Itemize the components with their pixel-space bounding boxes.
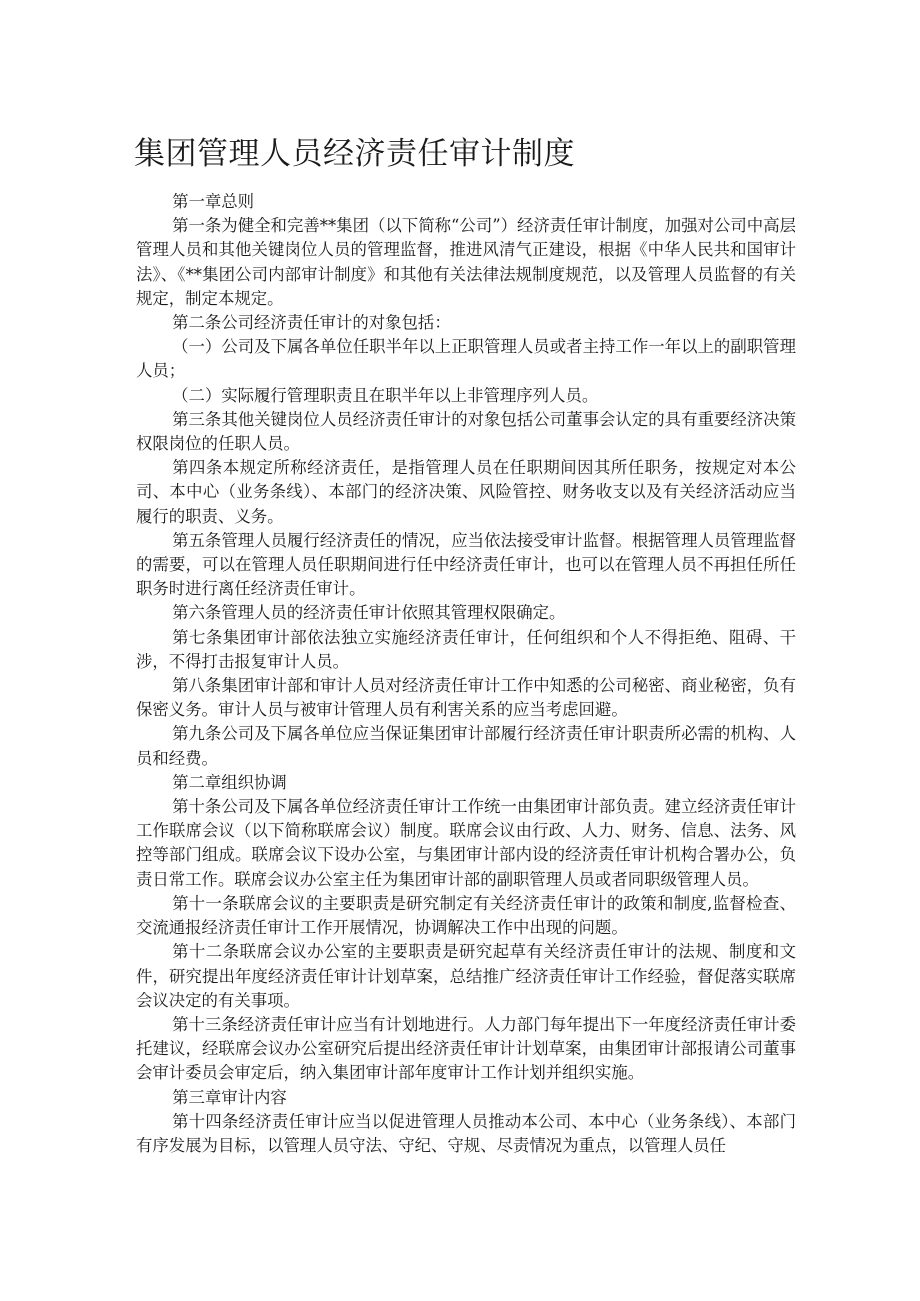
article-1: 第一条为健全和完善**集团（以下简称“公司”）经济责任审计制度，加强对公司中高层管理人员和其他关键岗位人员的管理监督，推进风清气正建设，根据《中华人民共和国审计法》、《**集团公司内部审计制度》和其他有关法律法规制度规范，以及管理人员监督的有关规定，制定本规定。 [136,216,796,308]
chapter-3-heading: 第三章审计内容 [172,1087,287,1107]
article-6: 第六条管理人员的经济责任审计依照其管理权限确定。 [172,603,566,623]
chapter-2-heading: 第二章组织协调 [172,772,287,792]
article-2-item-1: （一）公司及下属各单位任职半年以上正职管理人员或者主持工作一年以上的副职管理人员； [136,337,796,381]
document-title: 集团管理人员经济责任审计制度 [134,136,575,172]
article-9: 第九条公司及下属各单位应当保证集团审计部履行经济责任审计职责所必需的机构、人员和经费。 [136,724,796,768]
article-10: 第十条公司及下属各单位经济责任审计工作统一由集团审计部负责。建立经济责任审计工作联席会议（以下简称联席会议）制度。联席会议由行政、人力、财务、信息、法务、风控等部门组成。联席会议下设办公室，与集团审计部内设的经济责任审计机构合署办公，负责日常工作。联席会议办公室主任为集团审计部的副职管理人员或者同职级管理人员。 [136,797,796,889]
article-7: 第七条集团审计部依法独立实施经济责任审计，任何组织和个人不得拒绝、阻碍、干涉，不得打击报复审计人员。 [136,627,796,671]
document-page [136,132,796,1158]
article-13: 第十三条经济责任审计应当有计划地进行。人力部门每年提出下一年度经济责任审计委托建议，经联席会议办公室研究后提出经济责任审计计划草案，由集团审计部报请公司董事会审计委员会审定后，纳入集团审计部年度审计工作计划并组织实施。 [136,1014,796,1083]
article-8: 第八条集团审计部和审计人员对经济责任审计工作中知悉的公司秘密、商业秘密，负有保密义务。审计人员与被审计管理人员有利害关系的应当考虑回避。 [136,676,796,720]
article-14: 第十四条经济责任审计应当以促进管理人员推动本公司、本中心（业务条线）、本部门有序发展为目标，以管理人员守法、守纪、守规、尽责情况为重点，以管理人员任 [136,1111,796,1155]
article-5: 第五条管理人员履行经济责任的情况，应当依法接受审计监督。根据管理人员管理监督的需要，可以在管理人员任职期间进行任中经济责任审计，也可以在管理人员不再担任所任职务时进行离任经济责任审计。 [136,530,796,599]
article-2-item-2: （二）实际履行管理职责且在职半年以上非管理序列人员。 [172,385,599,405]
article-3: 第三条其他关键岗位人员经济责任审计的对象包括公司董事会认定的具有重要经济决策权限岗位的任职人员。 [136,409,796,454]
chapter-1-heading: 第一章总则 [172,192,255,211]
article-2: 第二条公司经济责任审计的对象包括： [172,313,451,333]
article-4: 第四条本规定所称经济责任，是指管理人员在任职期间因其所任职务，按规定对本公司、本中心（业务条线）、本部门的经济决策、风险管控、财务收支以及有关经济活动应当履行的职责、义务。 [136,458,796,526]
article-11: 第十一条联席会议的主要职责是研究制定有关经济责任审计的政策和制度,监督检查、交流通报经济责任审计工作开展情况，协调解决工作中出现的问题。 [136,893,796,938]
article-12: 第十二条联席会议办公室的主要职责是研究起草有关经济责任审计的法规、制度和文件，研究提出年度经济责任审计计划草案，总结推广经济责任审计工作经验，督促落实联席会议决定的有关事项。 [136,942,796,1010]
